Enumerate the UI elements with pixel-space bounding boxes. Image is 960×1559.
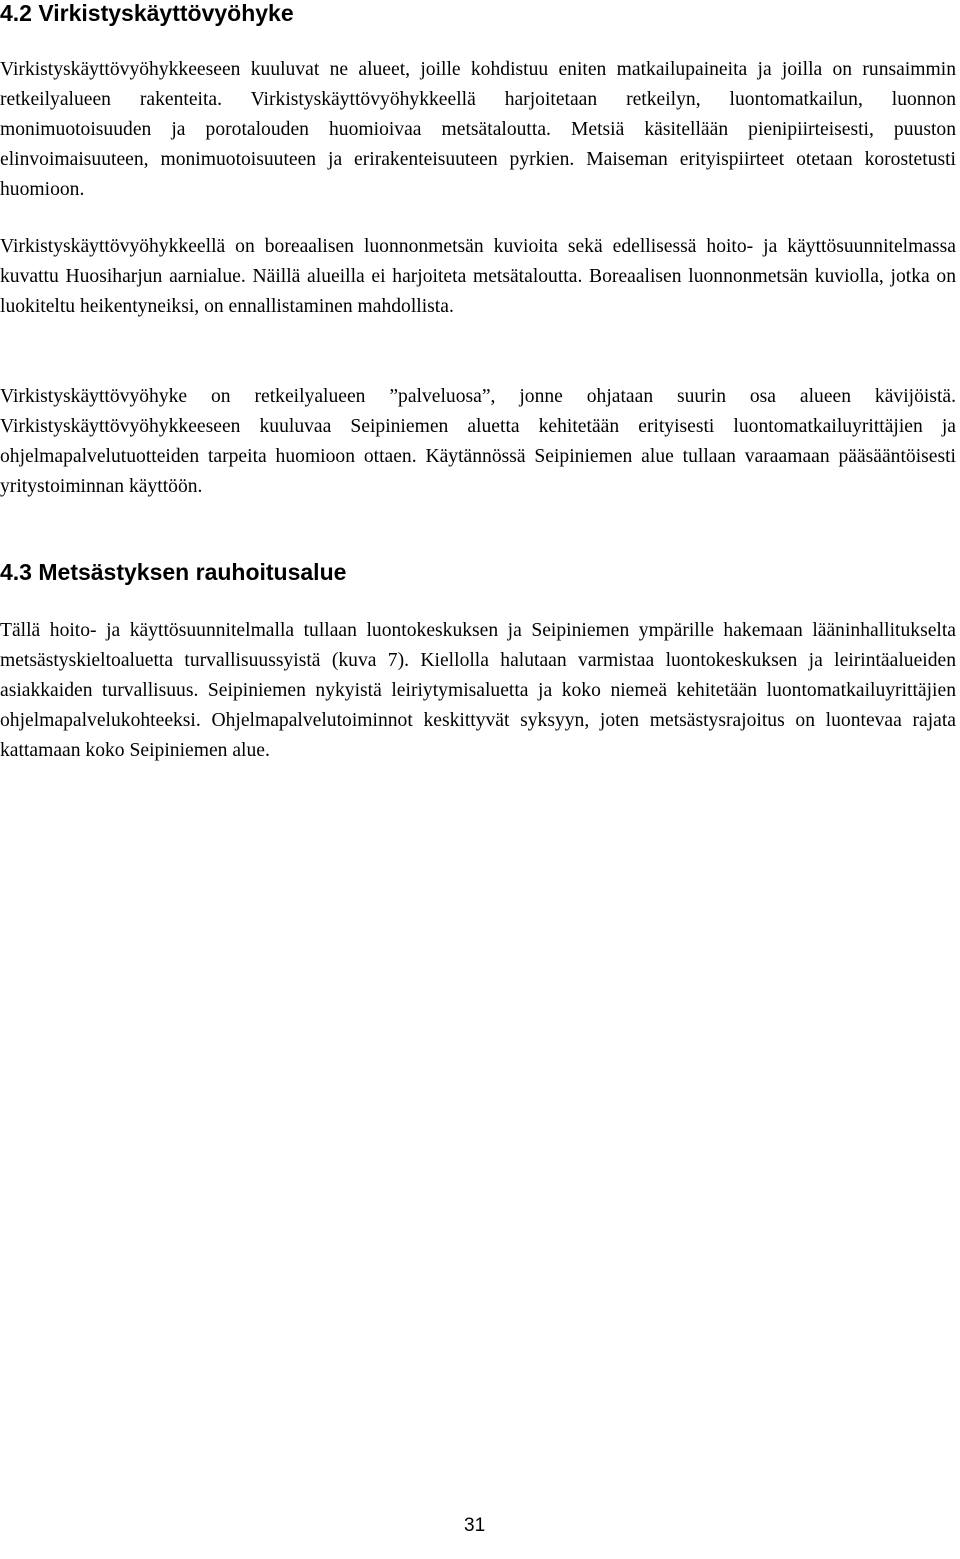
paragraph-old-growth-forest: Virkistyskäyttövyöhykkeellä on boreaalisen luonnonmetsän kuvioita sekä edellisessä hoito- ja käyttösuunnitelmassa kuvattu Huosiharjun aarnialue. Näillä alueilla ei harjoiteta metsätaloutta. Boreaalisen luonnonmetsän kuviolla, jotka on luokiteltu heikentyneiksi, on ennallistaminen mahdollista.	[0, 236, 956, 317]
page-number: 31	[464, 1515, 486, 1536]
section-heading-virkistyskayttovyohyke: 4.2 Virkistyskäyttövyöhyke	[0, 0, 294, 26]
paragraph-hunting-restriction: Tällä hoito- ja käyttösuunnitelmalla tullaan luontokeskuksen ja Seipiniemen ympärille hakemaan lääninhallitukselta metsästyskieltoaluetta turvallisuussyistä (kuva 7). Kiellolla halutaan varmistaa luontokeskuksen ja leirintäalueiden asiakkaiden turvallisuus. Seipiniemen nykyistä leiriytymisaluetta ja koko niemeä kehitetään luontomatkailuyrittäjien ohjelmapalvelukohteeksi. Ohjelmapalvelutoiminnot keskittyvät syksyyn, joten metsästysrajoitus on luontevaa rajata kattamaan koko Seipiniemen alue.	[0, 620, 956, 761]
paragraph-service-area: Virkistyskäyttövyöhyke on retkeilyalueen ”palveluosa”, jonne ohjataan suurin osa alueen kävijöistä. Virkistyskäyttövyöhykkeeseen kuuluvaa Seipiniemen aluetta kehitetään erityisesti luontomatkailuyrittäjien ja ohjelmapalvelutuotteiden tarpeita huomioon ottaen. Käytännössä Seipiniemen alue tullaan varaamaan pääsääntöisesti yritystoiminnan käyttöön.	[0, 386, 956, 497]
paragraph-zone-description: Virkistyskäyttövyöhykkeeseen kuuluvat ne alueet, joille kohdistuu eniten matkailupaineita ja joilla on runsaimmin retkeilyalueen rakenteita. Virkistyskäyttövyöhykkeellä harjoitetaan retkeilyn, luontomatkailun, luonnon monimuotoisuuden ja porotalouden huomioivaa metsätaloutta. Metsiä käsitellään pienipiirteisesti, puuston elinvoimaisuuteen, monimuotoisuuteen ja erirakenteisuuteen pyrkien. Maiseman erityispiirteet otetaan korostetusti huomioon.	[0, 59, 956, 200]
section-heading-metsastyksen-rauhoitusalue: 4.3 Metsästyksen rauhoitusalue	[0, 559, 347, 585]
